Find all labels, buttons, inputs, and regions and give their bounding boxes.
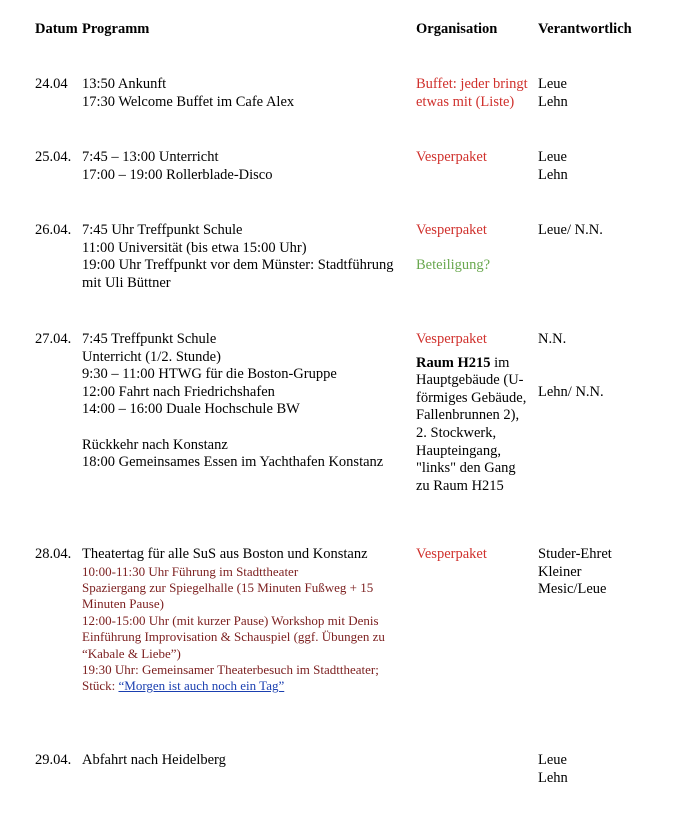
programm-line: Abfahrt nach Heidelberg [82,752,226,768]
header-organisation: Organisation [416,21,498,37]
row-programm [82,149,272,184]
stueck-link[interactable]: “Morgen ist auch noch ein Tag” [118,678,285,694]
row-verantwortlich-2 [538,384,604,402]
room-line: zu Raum H215 [416,477,504,494]
organisation-line: Vesperpaket [416,222,487,238]
organisation-line: Vesperpaket [416,546,487,562]
person: Lehn [538,769,568,786]
programm-line: 19:00 Uhr Treffpunkt vor dem Münster: Stadtführung [82,257,394,274]
organisation-line: Vesperpaket [416,149,487,165]
row-verantwortlich [538,331,566,349]
detail-line: Spaziergang zur Spiegelhalle (15 Minuten Fußweg + 15 [82,580,374,595]
programm-line: 9:30 – 11:00 HTWG für die Boston-Gruppe [82,366,337,383]
programm-line: 12:00 Fahrt nach Friedrichshafen [82,383,275,400]
row-programm [82,222,393,292]
room-line: Fallenbrunnen 2), [416,407,520,424]
person: Lehn/ N.N. [538,384,604,400]
row-organisation [416,222,490,275]
programm-line: 17:30 Welcome Buffet im Cafe Alex [82,93,295,110]
detail-line: “Kabale & Liebe”) [82,645,181,661]
room-line: "links" den Gang [416,460,516,477]
room-line: förmiges Gebäude, [416,389,527,406]
row-programm [82,546,412,695]
row-organisation [416,76,528,111]
programm-line: mit Uli Büttner [82,274,171,291]
stueck-label: Stück: [82,678,119,694]
detail-line: Minuten Pause) [82,596,164,612]
person: Lehn [538,166,568,183]
detail-line: Einführung Improvisation & Schauspiel (ggf. Übungen zu [82,629,385,645]
row-programm [82,752,226,770]
header-datum: Datum [35,21,78,37]
header-programm: Programm [82,21,150,37]
organisation-line: Buffet: jeder bringt [416,76,528,92]
row-date: 24.04 [35,76,68,92]
detail-line: 10:00-11:30 Uhr Führung im Stadttheater [82,563,299,579]
row-date: 28.04. [35,546,72,562]
person: Studer-Ehret [538,546,612,562]
room-line: 2. Stockwerk, [416,424,497,441]
programm-detail [82,564,412,695]
row-programm [82,331,383,472]
row-organisation [416,546,487,564]
room-line: im [490,354,510,371]
programm-line: 17:00 – 19:00 Rollerblade-Disco [82,166,273,183]
programm-line: Unterricht (1/2. Stunde) [82,348,221,365]
programm-line: Theatertag für alle SuS aus Boston und Konstanz [82,546,368,562]
header-verantwortlich: Verantwortlich [538,21,632,37]
room-bold: Raum H215 [416,354,491,371]
programm-line: 14:00 – 16:00 Duale Hochschule BW [82,401,300,418]
detail-line: 12:00-15:00 Uhr (mit kurzer Pause) Workshop mit Denis [82,612,379,628]
stueck-line [82,678,412,694]
organisation-line: Vesperpaket [416,331,487,347]
person: Leue [538,752,567,768]
person: Kleiner [538,563,582,580]
person: N.N. [538,331,567,347]
person: Leue [538,149,567,165]
row-verantwortlich [538,76,568,111]
spacer [416,240,490,258]
programm-line: Rückkehr nach Konstanz [82,436,228,453]
programm-line: 18:00 Gemeinsames Essen im Yachthafen Konstanz [82,454,384,471]
programm-line: 11:00 Universität (bis etwa 15:00 Uhr) [82,239,307,256]
detail-line: 19:30 Uhr: Gemeinsamer Theaterbesuch im Stadttheater; [82,662,379,678]
row-date: 25.04. [35,149,72,165]
person: Leue/ N.N. [538,222,603,238]
room-line: Hauptgebäude (U- [416,372,524,389]
row-organisation [416,331,526,495]
organisation-line: etwas mit (Liste) [416,93,515,110]
programm-line: 7:45 – 13:00 Unterricht [82,149,219,165]
programm-line: 13:50 Ankunft [82,76,167,92]
row-verantwortlich [538,752,568,787]
row-date: 26.04. [35,222,72,238]
room-line: Haupteingang, [416,442,501,459]
organisation-line: Beteiligung? [416,257,491,274]
spacer [82,419,383,437]
row-verantwortlich [538,149,568,184]
programm-line: 7:45 Uhr Treffpunkt Schule [82,222,243,238]
row-date: 27.04. [35,331,72,347]
row-programm [82,76,294,111]
programm-line: 7:45 Treffpunkt Schule [82,331,217,347]
row-organisation [416,149,487,167]
room-info [416,355,526,373]
row-date: 29.04. [35,752,72,768]
row-verantwortlich [538,222,603,240]
person: Leue [538,76,567,92]
row-verantwortlich [538,546,612,599]
person: Mesic/Leue [538,581,607,598]
person: Lehn [538,93,568,110]
